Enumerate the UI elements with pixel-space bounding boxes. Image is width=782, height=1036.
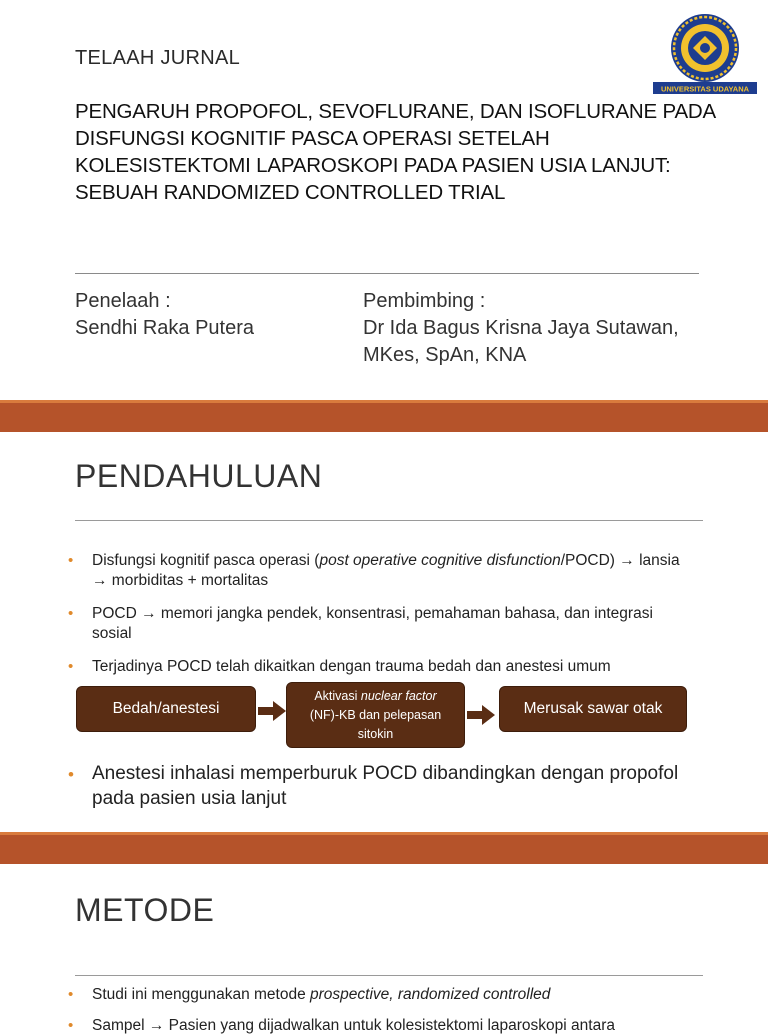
reviewer-block <box>75 288 254 342</box>
bullet-item: • Anestesi inhalasi memperburuk POCD dibandingkan dengan propofol pada pasien usia lanjut <box>68 763 679 809</box>
divider <box>75 273 699 274</box>
slide-title <box>0 0 768 400</box>
bullet-item: • POCD → memori jangka pendek, konsentrasi, pemahaman bahasa, dan integrasi sosial <box>68 605 653 642</box>
bullet-icon: • <box>68 765 74 784</box>
bullet-item: • Sampel → Pasien yang dijadwalkan untuk kolesistektomi laparoskopi antara <box>68 1017 615 1034</box>
bullet-icon: • <box>68 552 74 569</box>
divider <box>75 520 703 521</box>
arrow-right-icon <box>258 701 286 721</box>
slide-separator-band <box>0 835 768 864</box>
reviewer-label: Penelaah : <box>75 290 171 312</box>
title-line: PENGARUH PROPOFOL, SEVOFLURANE, DAN ISOFLURANE PADA <box>75 100 716 123</box>
flow-box-nf-kb: Aktivasi nuclear factor (NF)-KB dan pelepasan sitokin <box>286 682 465 748</box>
title-line: SEBUAH RANDOMIZED CONTROLLED TRIAL <box>75 181 506 204</box>
slide-method <box>0 864 768 1034</box>
page-title <box>75 98 715 206</box>
logo-text: UNIVERSITAS UDAYANA <box>660 84 750 94</box>
bullet-icon: • <box>68 986 74 1003</box>
bullet-icon: • <box>68 1017 74 1034</box>
section-heading: PENDAHULUAN <box>75 458 323 494</box>
journal-review-label: TELAAH JURNAL <box>75 47 241 69</box>
supervisor-label: Pembimbing : <box>363 290 486 312</box>
bullet-item: • Terjadinya POCD telah dikaitkan dengan trauma bedah dan anestesi umum <box>68 658 611 675</box>
section-heading: METODE <box>75 892 215 928</box>
bullet-icon: • <box>68 658 74 675</box>
divider <box>75 975 703 976</box>
supervisor-block <box>363 288 679 369</box>
bullet-item: • Studi ini menggunakan metode prospective, randomized controlled <box>68 986 551 1003</box>
supervisor-name-line2: MKes, SpAn, KNA <box>363 344 527 366</box>
university-logo <box>649 12 761 96</box>
title-line: DISFUNGSI KOGNITIF PASCA OPERASI SETELAH <box>75 127 550 150</box>
flow-box-surgery: Bedah/anestesi <box>76 686 256 732</box>
slide-separator-band <box>0 403 768 432</box>
title-line: KOLESISTEKTOMI LAPAROSKOPI PADA PASIEN USIA LANJUT: <box>75 154 671 177</box>
bullet-icon: • <box>68 605 74 622</box>
slide-introduction <box>0 432 768 832</box>
arrow-right-icon <box>467 705 495 725</box>
bullet-item: • Disfungsi kognitif pasca operasi (post operative cognitive disfunction/POCD) → lansia → morbiditas + mortalitas <box>68 552 680 589</box>
flow-box-barrier: Merusak sawar otak <box>499 686 687 732</box>
supervisor-name-line1: Dr Ida Bagus Krisna Jaya Sutawan, <box>363 317 679 339</box>
reviewer-name: Sendhi Raka Putera <box>75 317 255 339</box>
